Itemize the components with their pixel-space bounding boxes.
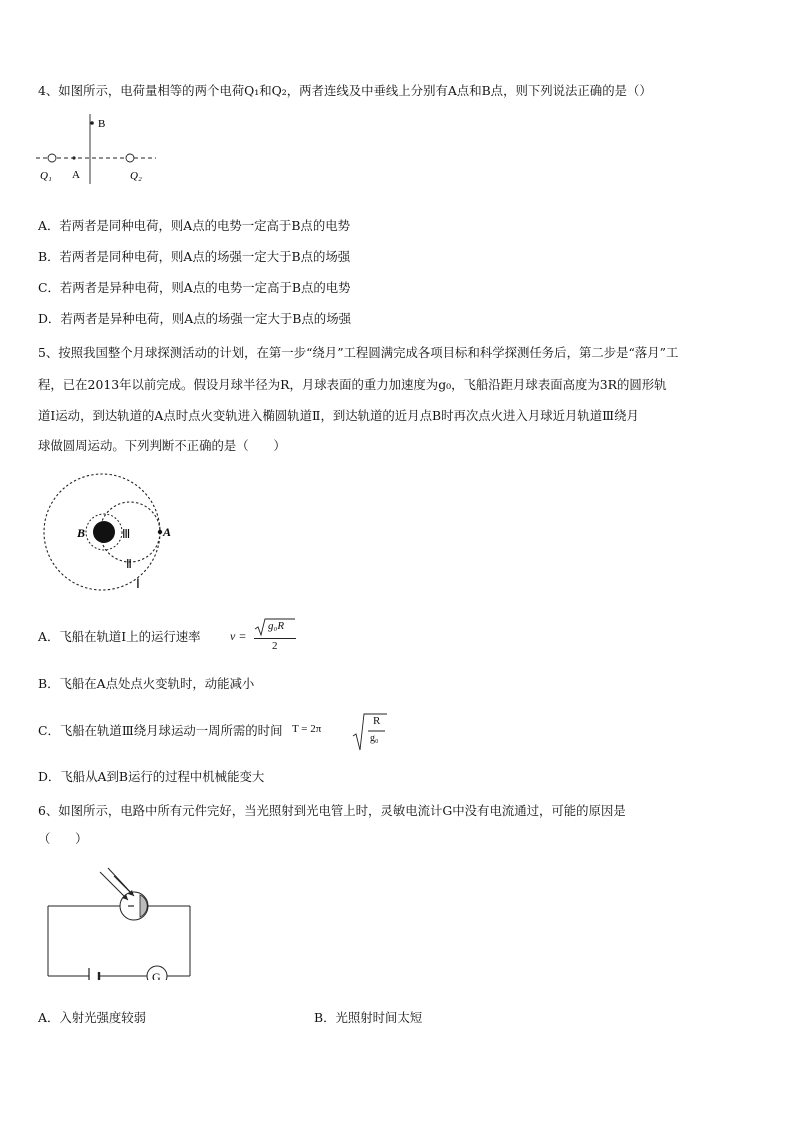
q6-option-b: B．光照射时间太短 [314, 1010, 423, 1025]
q5-fig-label-b: B [77, 526, 86, 540]
q5-option-c-formula [292, 712, 392, 752]
q6-option-a: A．入射光强度较弱 [38, 1010, 147, 1025]
q6-fig-label-g: G [152, 970, 161, 980]
q5-fig-label-orbit-2: Ⅱ [126, 557, 132, 571]
q5-fig-label-a: A [163, 525, 172, 539]
q5-option-c-sqrt [352, 712, 388, 752]
q5-option-a-v: v = [230, 629, 247, 643]
q5-orbit-figure [40, 470, 180, 596]
q5-fig-label-orbit-1: Ⅰ [136, 576, 140, 591]
q5-option-c-denominator: g₀ [370, 733, 379, 744]
q5-option-a-text: A．飞船在轨道Ⅰ上的运行速率 [38, 629, 201, 644]
q6-stem-paren: （ ） [38, 831, 88, 846]
q4-stem: 4、如图所示，电荷量相等的两个电荷Q₁和Q₂，两者连线及中垂线上分别有A点和B点，则下列说法正确的是（） [38, 83, 652, 98]
q5-fig-label-orbit-3: Ⅲ [122, 527, 131, 541]
q5-stem-line-2: 程，已在2013年以前完成。假设月球半径为R，月球表面的重力加速度为g₀，飞船沿距月球表面高度为3R的圆形轨 [38, 377, 667, 392]
q5-option-b: B．飞船在A点处点火变轨时，动能减小 [38, 676, 255, 691]
q5-option-a [38, 627, 201, 647]
q4-fig-label-q2: Q₂ [130, 170, 142, 182]
q6-circuit-figure [44, 866, 196, 980]
q4-option-d: D．若两者是异种电荷，则A点的场强一定大于B点的场强 [38, 311, 351, 326]
q4-option-a: A．若两者是同种电荷，则A点的电势一定高于B点的电势 [38, 218, 350, 233]
q5-option-d: D．飞船从A到B运行的过程中机械能变大 [38, 769, 265, 784]
q5-option-c-numerator: R [373, 715, 381, 727]
q5-option-c-text: C．飞船在轨道Ⅲ绕月球运动一周所需的时间 [38, 723, 283, 738]
q4-fig-label-a: A [72, 169, 80, 181]
q5-option-a-fraction-bar [254, 638, 296, 639]
q5-option-c [38, 721, 282, 741]
q4-option-c: C．若两者是异种电荷，则A点的电势一定高于B点的电势 [38, 280, 351, 295]
q4-option-b: B．若两者是同种电荷，则A点的场强一定大于B点的场强 [38, 249, 351, 264]
q4-fig-label-q1: Q₁ [40, 170, 52, 182]
q5-option-a-denominator: 2 [272, 640, 278, 652]
q6-stem: 6、如图所示，电路中所有元件完好，当光照射到光电管上时，灵敏电流计G中没有电流通过，可能的原因是 [38, 803, 626, 818]
q5-option-c-t: T = 2π [292, 723, 322, 735]
q4-charges-figure [34, 112, 158, 184]
q5-option-a-formula [230, 617, 300, 659]
q5-stem-line-4: 球做圆周运动。下列判断不正确的是（ ） [38, 438, 286, 453]
q5-option-a-numerator: g₀R [268, 620, 285, 632]
q4-fig-label-b: B [98, 118, 106, 130]
q5-stem-line-3: 道Ⅰ运动，到达轨道的A点时点火变轨进入椭圆轨道Ⅱ，到达轨道的近月点B时再次点火进入月球近月轨道Ⅲ绕月 [38, 408, 639, 423]
q5-stem-line-1: 5、按照我国整个月球探测活动的计划，在第一步“绕月”工程圆满完成各项目标和科学探测任务后，第二步是“落月”工 [38, 345, 679, 360]
